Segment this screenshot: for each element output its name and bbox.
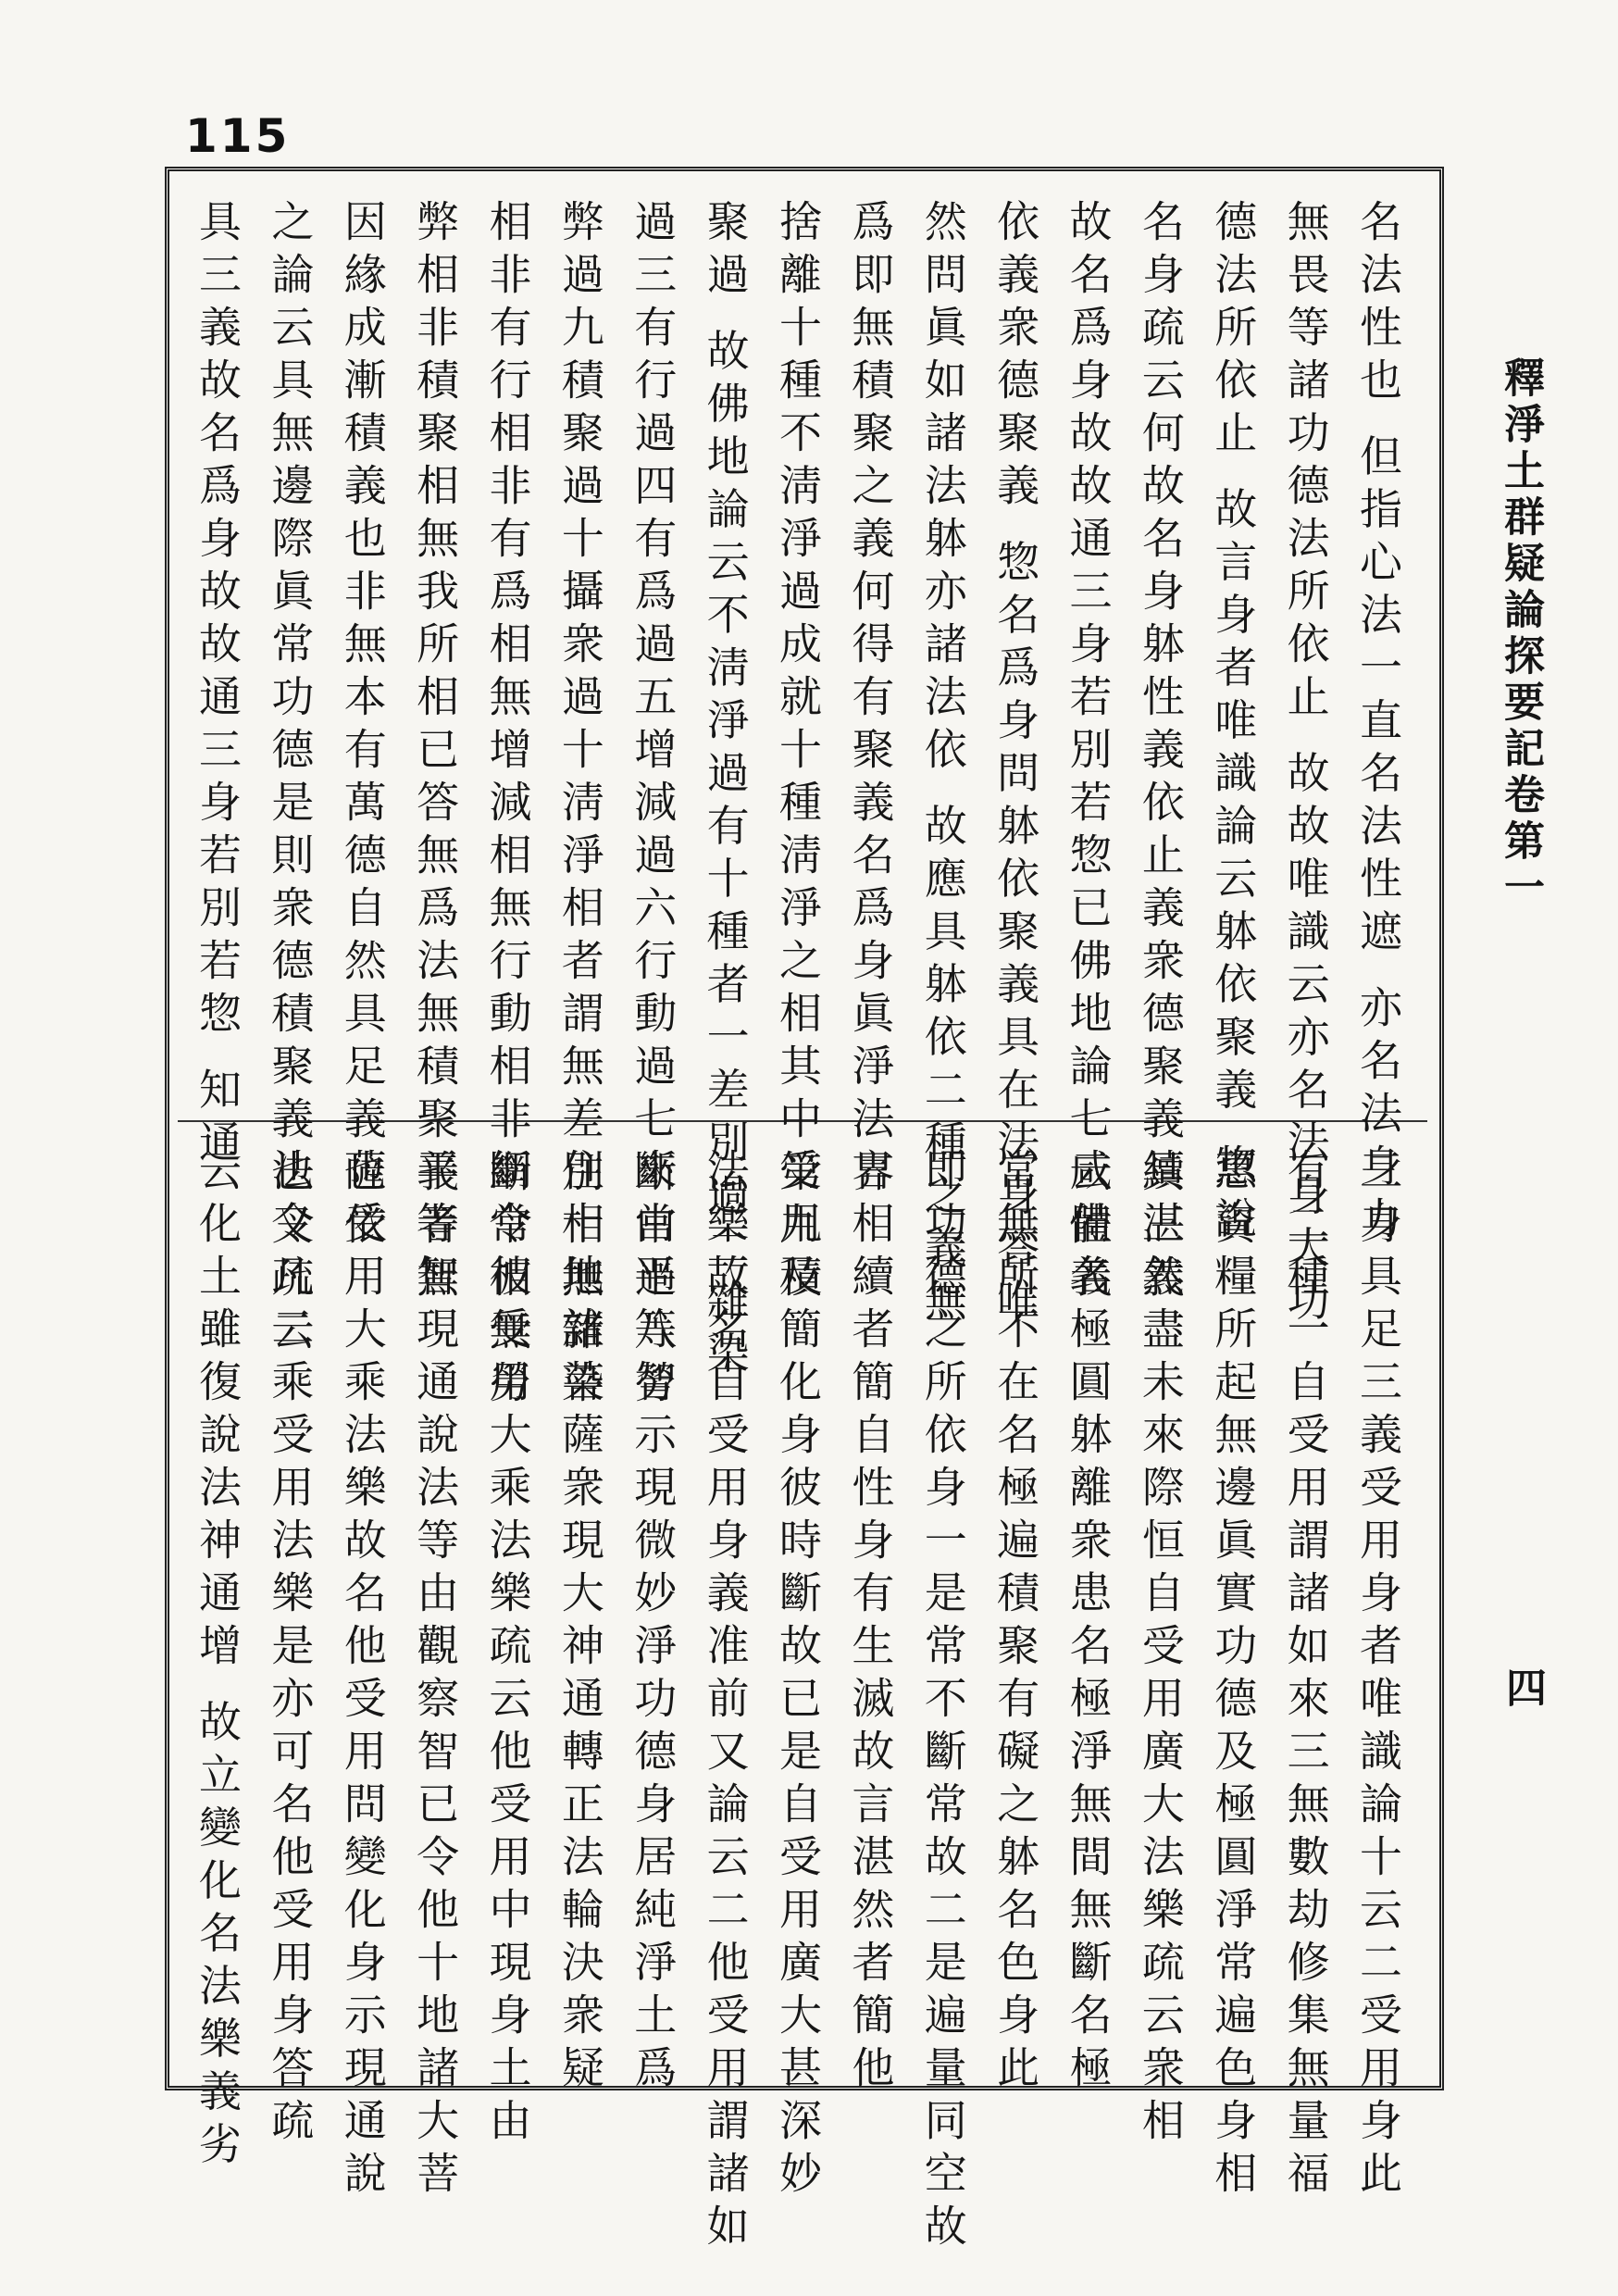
text-column: 弊過九積聚過十攝衆過十淸淨相者謂無差別相無雜染 — [554, 199, 605, 1413]
text-column: 法令凡二乘受用法樂是亦可名他受用身答疏 — [265, 1148, 316, 2151]
text-column: 住十地諸菩薩衆現大神通轉正法輪決衆疑 — [554, 1148, 605, 2098]
upper-text-block — [193, 199, 1403, 1413]
text-column: 故名爲身故故通三身若別若惣已佛地論七云體義 — [1063, 199, 1114, 1307]
text-column: 然問眞如諸法躰亦諸法依 故應具躰依二種之義無 — [917, 199, 968, 1331]
text-column: 惠資糧所起無邊眞實功德及極圓淨常遍色身相 — [1208, 1148, 1259, 2203]
text-column: 相非有行相非有爲相無增減相無行動相非斷常相無勞 — [482, 199, 533, 1413]
text-column: 之論云具無邊際眞常功德是則衆德積聚義也又疏云 — [265, 199, 316, 1360]
text-column: 捨離十種不淸淨過成就十種淸淨之相其中第九積 — [773, 199, 823, 1307]
text-column: 過三有行過四有爲過五增減過六行動過七斷常過八勞 — [628, 199, 678, 1413]
running-title: 釋淨土群疑論探要記卷第一 — [1497, 356, 1544, 912]
text-column: 受用及簡化身彼時斷故已是自受用廣大甚深妙 — [773, 1148, 823, 2203]
text-column: 網令彼受用大乘法樂疏云他受用中現身土由 — [482, 1148, 533, 2151]
text-column: 三身具足三義受用身者唯識論十云二受用身此 — [1353, 1148, 1403, 2203]
text-column: 弊相非積聚相無我所相已答無爲法無積聚義者無 — [410, 199, 461, 1307]
text-column: 聚過 故佛地論云不淸淨過有十種者一差別過二雜染 — [700, 199, 751, 1384]
text-column: 無畏等諸功德法所依止 故故唯識云亦名法身大功 — [1280, 199, 1331, 1331]
page-number: 115 — [185, 109, 291, 163]
text-column: 有二種一自受用謂諸如來三無數劫修集無量福 — [1280, 1148, 1331, 2203]
text-column: 言相續者簡自性身有生滅故言湛然者簡他 — [845, 1148, 896, 2098]
folio-number: 四 — [1499, 1666, 1546, 1707]
text-column: 即功德之所依身一是常不斷常故二是遍量同空故 — [917, 1148, 968, 2256]
text-column: 具三義故名爲身故故通三身若別若惣 知通 — [193, 199, 243, 1173]
text-column: 爲即無積聚之義何得有聚義名爲身眞淨法界 — [845, 199, 896, 1202]
text-column: 法樂故名自受用身義准前又論云二他受用謂諸如 — [700, 1148, 751, 2256]
text-column: 續湛然盡未來際恒自受用廣大法樂疏云衆相 — [1135, 1148, 1186, 2151]
text-column: 名法性也 但指心法一直名法性遮 亦名法身力 — [1353, 199, 1403, 1250]
text-column: 名身疏云何故名身躰性義依止義衆德聚義具三義 — [1135, 199, 1186, 1307]
text-column: 來由平等智示現微妙淨功德身居純淨土爲 — [628, 1148, 678, 2098]
text-column: 咸備名極圓躰離衆患名極淨無間無斷名極 — [1063, 1148, 1114, 2098]
text-column: 云化土雖復說法神通增 故立變化名法樂義劣 — [193, 1148, 243, 2175]
text-column: 依義衆德聚義 惣名爲身問躰依聚義具在法身答唯 — [990, 199, 1041, 1331]
text-column: 常無所不在名極遍積聚有礙之躰名色身此 — [990, 1148, 1041, 2098]
text-column: 因緣成漸積義也非無本有萬德自然具足義也依 — [337, 199, 388, 1254]
text-column: 德法所依止 故言身者唯識論云躰依聚義 惣說 — [1208, 199, 1259, 1250]
text-column: 薩受用大乘法樂故名他受用問變化身示現通說 — [337, 1148, 388, 2203]
lower-text-block — [193, 1148, 1403, 2256]
text-column: 平等智現通說法等由觀察智已令他十地諸大菩 — [410, 1148, 461, 2203]
